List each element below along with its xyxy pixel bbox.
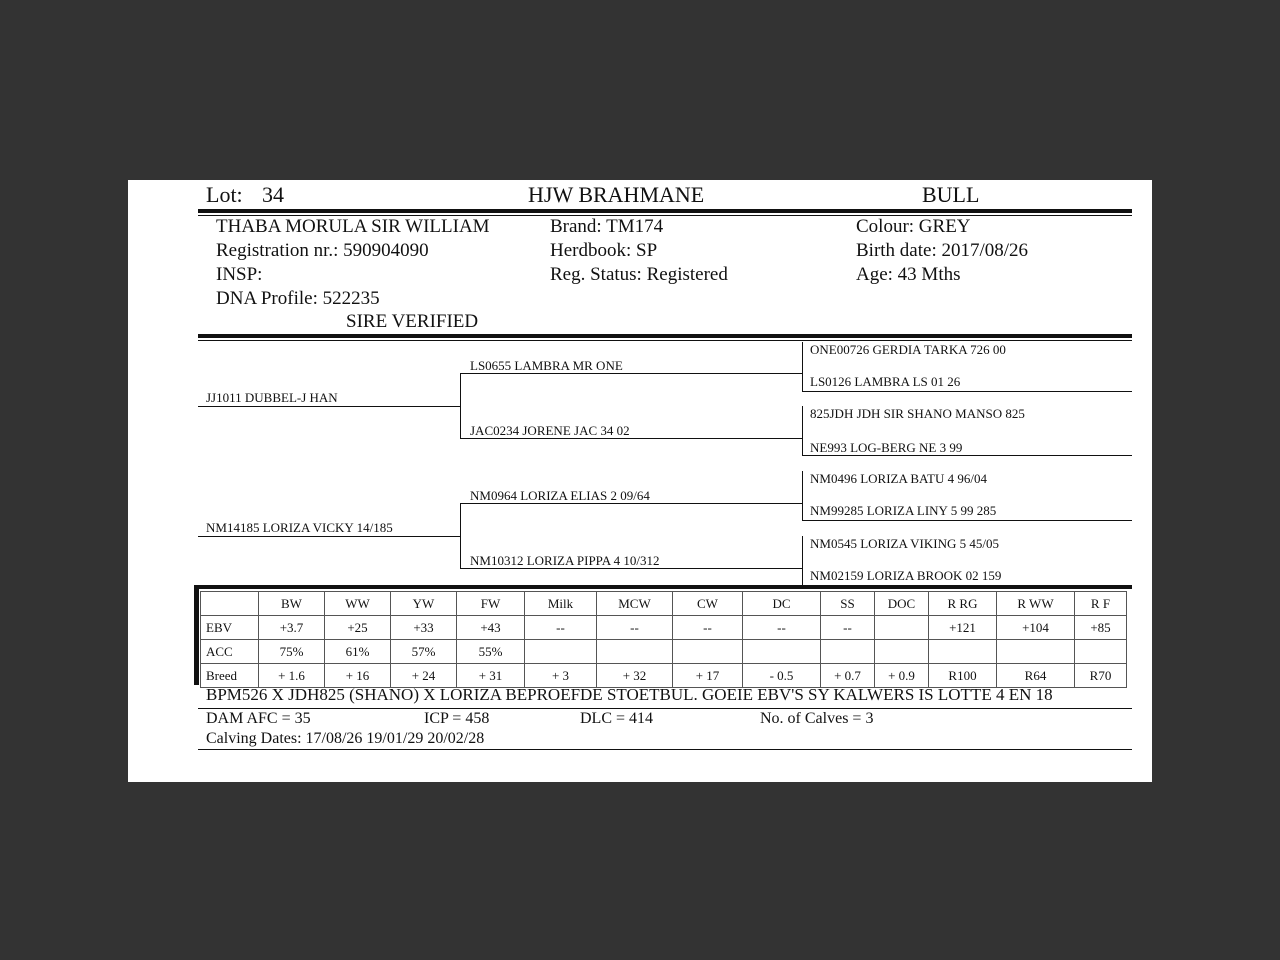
gg-bracket-4 bbox=[802, 536, 803, 585]
ggp-1: ONE00726 GERDIA TARKA 726 00 bbox=[810, 342, 1006, 357]
table-cell: -- bbox=[821, 616, 875, 640]
lot-label: Lot: bbox=[206, 182, 243, 207]
table-cell bbox=[997, 640, 1075, 664]
sire: JJ1011 DUBBEL-J HAN bbox=[206, 390, 338, 405]
table-row bbox=[201, 664, 1127, 688]
sire-sire: LS0655 LAMBRA MR ONE bbox=[470, 358, 623, 373]
table-cell: + 0.9 bbox=[875, 664, 929, 688]
table-cell: 75% bbox=[259, 640, 325, 664]
herdbook: Herdbook: SP bbox=[550, 240, 658, 261]
table-header-cell: BW bbox=[259, 592, 325, 616]
table-header-cell: DC bbox=[743, 592, 821, 616]
info-rule-thick bbox=[198, 334, 1132, 338]
colour: Colour: GREY bbox=[856, 216, 971, 237]
registration-number: Registration nr.: 590904090 bbox=[216, 240, 429, 261]
table-cell: + 32 bbox=[597, 664, 673, 688]
ggp-2: LS0126 LAMBRA LS 01 26 bbox=[810, 374, 961, 389]
sire-bracket bbox=[460, 373, 461, 439]
dam-line bbox=[198, 536, 460, 537]
table-cell: 61% bbox=[325, 640, 391, 664]
table-top-rule bbox=[194, 585, 1132, 589]
table-row bbox=[201, 616, 1127, 640]
table-cell: +104 bbox=[997, 616, 1075, 640]
table-cell bbox=[875, 640, 929, 664]
gg-bracket-3 bbox=[802, 471, 803, 520]
birth-date: Birth date: 2017/08/26 bbox=[856, 240, 1029, 261]
table-cell: +33 bbox=[391, 616, 457, 640]
table-header-cell: R WW bbox=[997, 592, 1075, 616]
table-cell: + 24 bbox=[391, 664, 457, 688]
sale-catalogue-card bbox=[128, 180, 1152, 782]
dam-dam: NM10312 LORIZA PIPPA 4 10/312 bbox=[470, 553, 660, 568]
table-cell: R70 bbox=[1075, 664, 1127, 688]
ggp-4-line bbox=[802, 455, 1132, 456]
table-header-cell: MCW bbox=[597, 592, 673, 616]
table-header-cell: R RG bbox=[929, 592, 997, 616]
table-cell bbox=[743, 640, 821, 664]
table-header-cell: SS bbox=[821, 592, 875, 616]
table-header-cell: WW bbox=[325, 592, 391, 616]
table-cell: ACC bbox=[201, 640, 259, 664]
footer-rule bbox=[198, 749, 1132, 750]
table-cell: -- bbox=[525, 616, 597, 640]
dam-bracket bbox=[460, 503, 461, 569]
sire-dam: JAC0234 JORENE JAC 34 02 bbox=[470, 423, 630, 438]
dam-sire-line bbox=[460, 503, 802, 504]
info-rule-thin bbox=[198, 340, 1132, 341]
dna-profile: DNA Profile: 522235 bbox=[216, 288, 380, 309]
table-cell: +25 bbox=[325, 616, 391, 640]
dam-afc: DAM AFC = 35 bbox=[206, 710, 311, 727]
table-cell: + 0.7 bbox=[821, 664, 875, 688]
table-left-bar bbox=[194, 585, 199, 685]
table-row bbox=[201, 640, 1127, 664]
dam: NM14185 LORIZA VICKY 14/185 bbox=[206, 520, 393, 535]
ebv-table bbox=[200, 591, 1127, 688]
number-of-calves: No. of Calves = 3 bbox=[760, 710, 874, 727]
table-cell: +43 bbox=[457, 616, 525, 640]
ggp-5: NM0496 LORIZA BATU 4 96/04 bbox=[810, 471, 987, 486]
table-cell: -- bbox=[743, 616, 821, 640]
age: Age: 43 Mths bbox=[856, 264, 961, 285]
table-cell: +121 bbox=[929, 616, 997, 640]
table-cell: -- bbox=[673, 616, 743, 640]
table-cell: + 17 bbox=[673, 664, 743, 688]
header-rule-thick bbox=[198, 209, 1132, 213]
animal-name: THABA MORULA SIR WILLIAM bbox=[216, 216, 490, 237]
table-cell bbox=[673, 640, 743, 664]
ggp-6: NM99285 LORIZA LINY 5 99 285 bbox=[810, 503, 997, 518]
table-cell: +85 bbox=[1075, 616, 1127, 640]
table-cell: + 3 bbox=[525, 664, 597, 688]
table-cell: - 0.5 bbox=[743, 664, 821, 688]
table-cell: R100 bbox=[929, 664, 997, 688]
ggp-6-line bbox=[802, 520, 1132, 521]
table-header-cell bbox=[201, 592, 259, 616]
table-header-cell: YW bbox=[391, 592, 457, 616]
icp: ICP = 458 bbox=[424, 710, 490, 727]
table-cell: +3.7 bbox=[259, 616, 325, 640]
comment-rule bbox=[198, 708, 1132, 709]
table-header-cell: CW bbox=[673, 592, 743, 616]
sex-label: BULL bbox=[922, 182, 980, 207]
table-cell: 55% bbox=[457, 640, 525, 664]
gg-bracket-1 bbox=[802, 342, 803, 391]
calving-dates: Calving Dates: 17/08/26 19/01/29 20/02/28 bbox=[206, 730, 485, 747]
table-header-cell: FW bbox=[457, 592, 525, 616]
lot-number: 34 bbox=[262, 182, 284, 207]
table-header-row bbox=[201, 592, 1127, 616]
sire-sire-line bbox=[460, 373, 802, 374]
dam-sire: NM0964 LORIZA ELIAS 2 09/64 bbox=[470, 488, 650, 503]
table-cell: + 16 bbox=[325, 664, 391, 688]
table-header-cell: DOC bbox=[875, 592, 929, 616]
table-header-cell: R F bbox=[1075, 592, 1127, 616]
reg-status: Reg. Status: Registered bbox=[550, 264, 728, 285]
table-cell: Breed bbox=[201, 664, 259, 688]
table-cell bbox=[525, 640, 597, 664]
table-header-cell: Milk bbox=[525, 592, 597, 616]
sire-line bbox=[198, 406, 460, 407]
table-cell bbox=[929, 640, 997, 664]
brand: Brand: TM174 bbox=[550, 216, 664, 237]
gg-bracket-2 bbox=[802, 406, 803, 455]
table-cell bbox=[597, 640, 673, 664]
table-cell bbox=[875, 616, 929, 640]
ggp-7: NM0545 LORIZA VIKING 5 45/05 bbox=[810, 536, 999, 551]
table-cell: R64 bbox=[997, 664, 1075, 688]
sire-dam-line bbox=[460, 438, 802, 439]
table-cell bbox=[1075, 640, 1127, 664]
ggp-8: NM02159 LORIZA BROOK 02 159 bbox=[810, 568, 1002, 583]
table-cell: + 31 bbox=[457, 664, 525, 688]
table-cell: 57% bbox=[391, 640, 457, 664]
sire-verified: SIRE VERIFIED bbox=[346, 311, 479, 332]
ggp-4: NE993 LOG-BERG NE 3 99 bbox=[810, 440, 963, 455]
breed-title: HJW BRAHMANE bbox=[528, 182, 705, 207]
dlc: DLC = 414 bbox=[580, 710, 654, 727]
ggp-2-line bbox=[802, 391, 1132, 392]
lot-comment: BPM526 X JDH825 (SHANO) X LORIZA BEPROEFDE STOETBUL. GOEIE EBV'S SY KALWERS IS LOTTE 4 EN 18 bbox=[206, 685, 1053, 704]
dam-dam-line bbox=[460, 568, 802, 569]
table-cell: -- bbox=[597, 616, 673, 640]
insp-label: INSP: bbox=[216, 264, 263, 285]
ggp-3: 825JDH JDH SIR SHANO MANSO 825 bbox=[810, 406, 1025, 421]
table-cell: EBV bbox=[201, 616, 259, 640]
table-cell: + 1.6 bbox=[259, 664, 325, 688]
table-cell bbox=[821, 640, 875, 664]
